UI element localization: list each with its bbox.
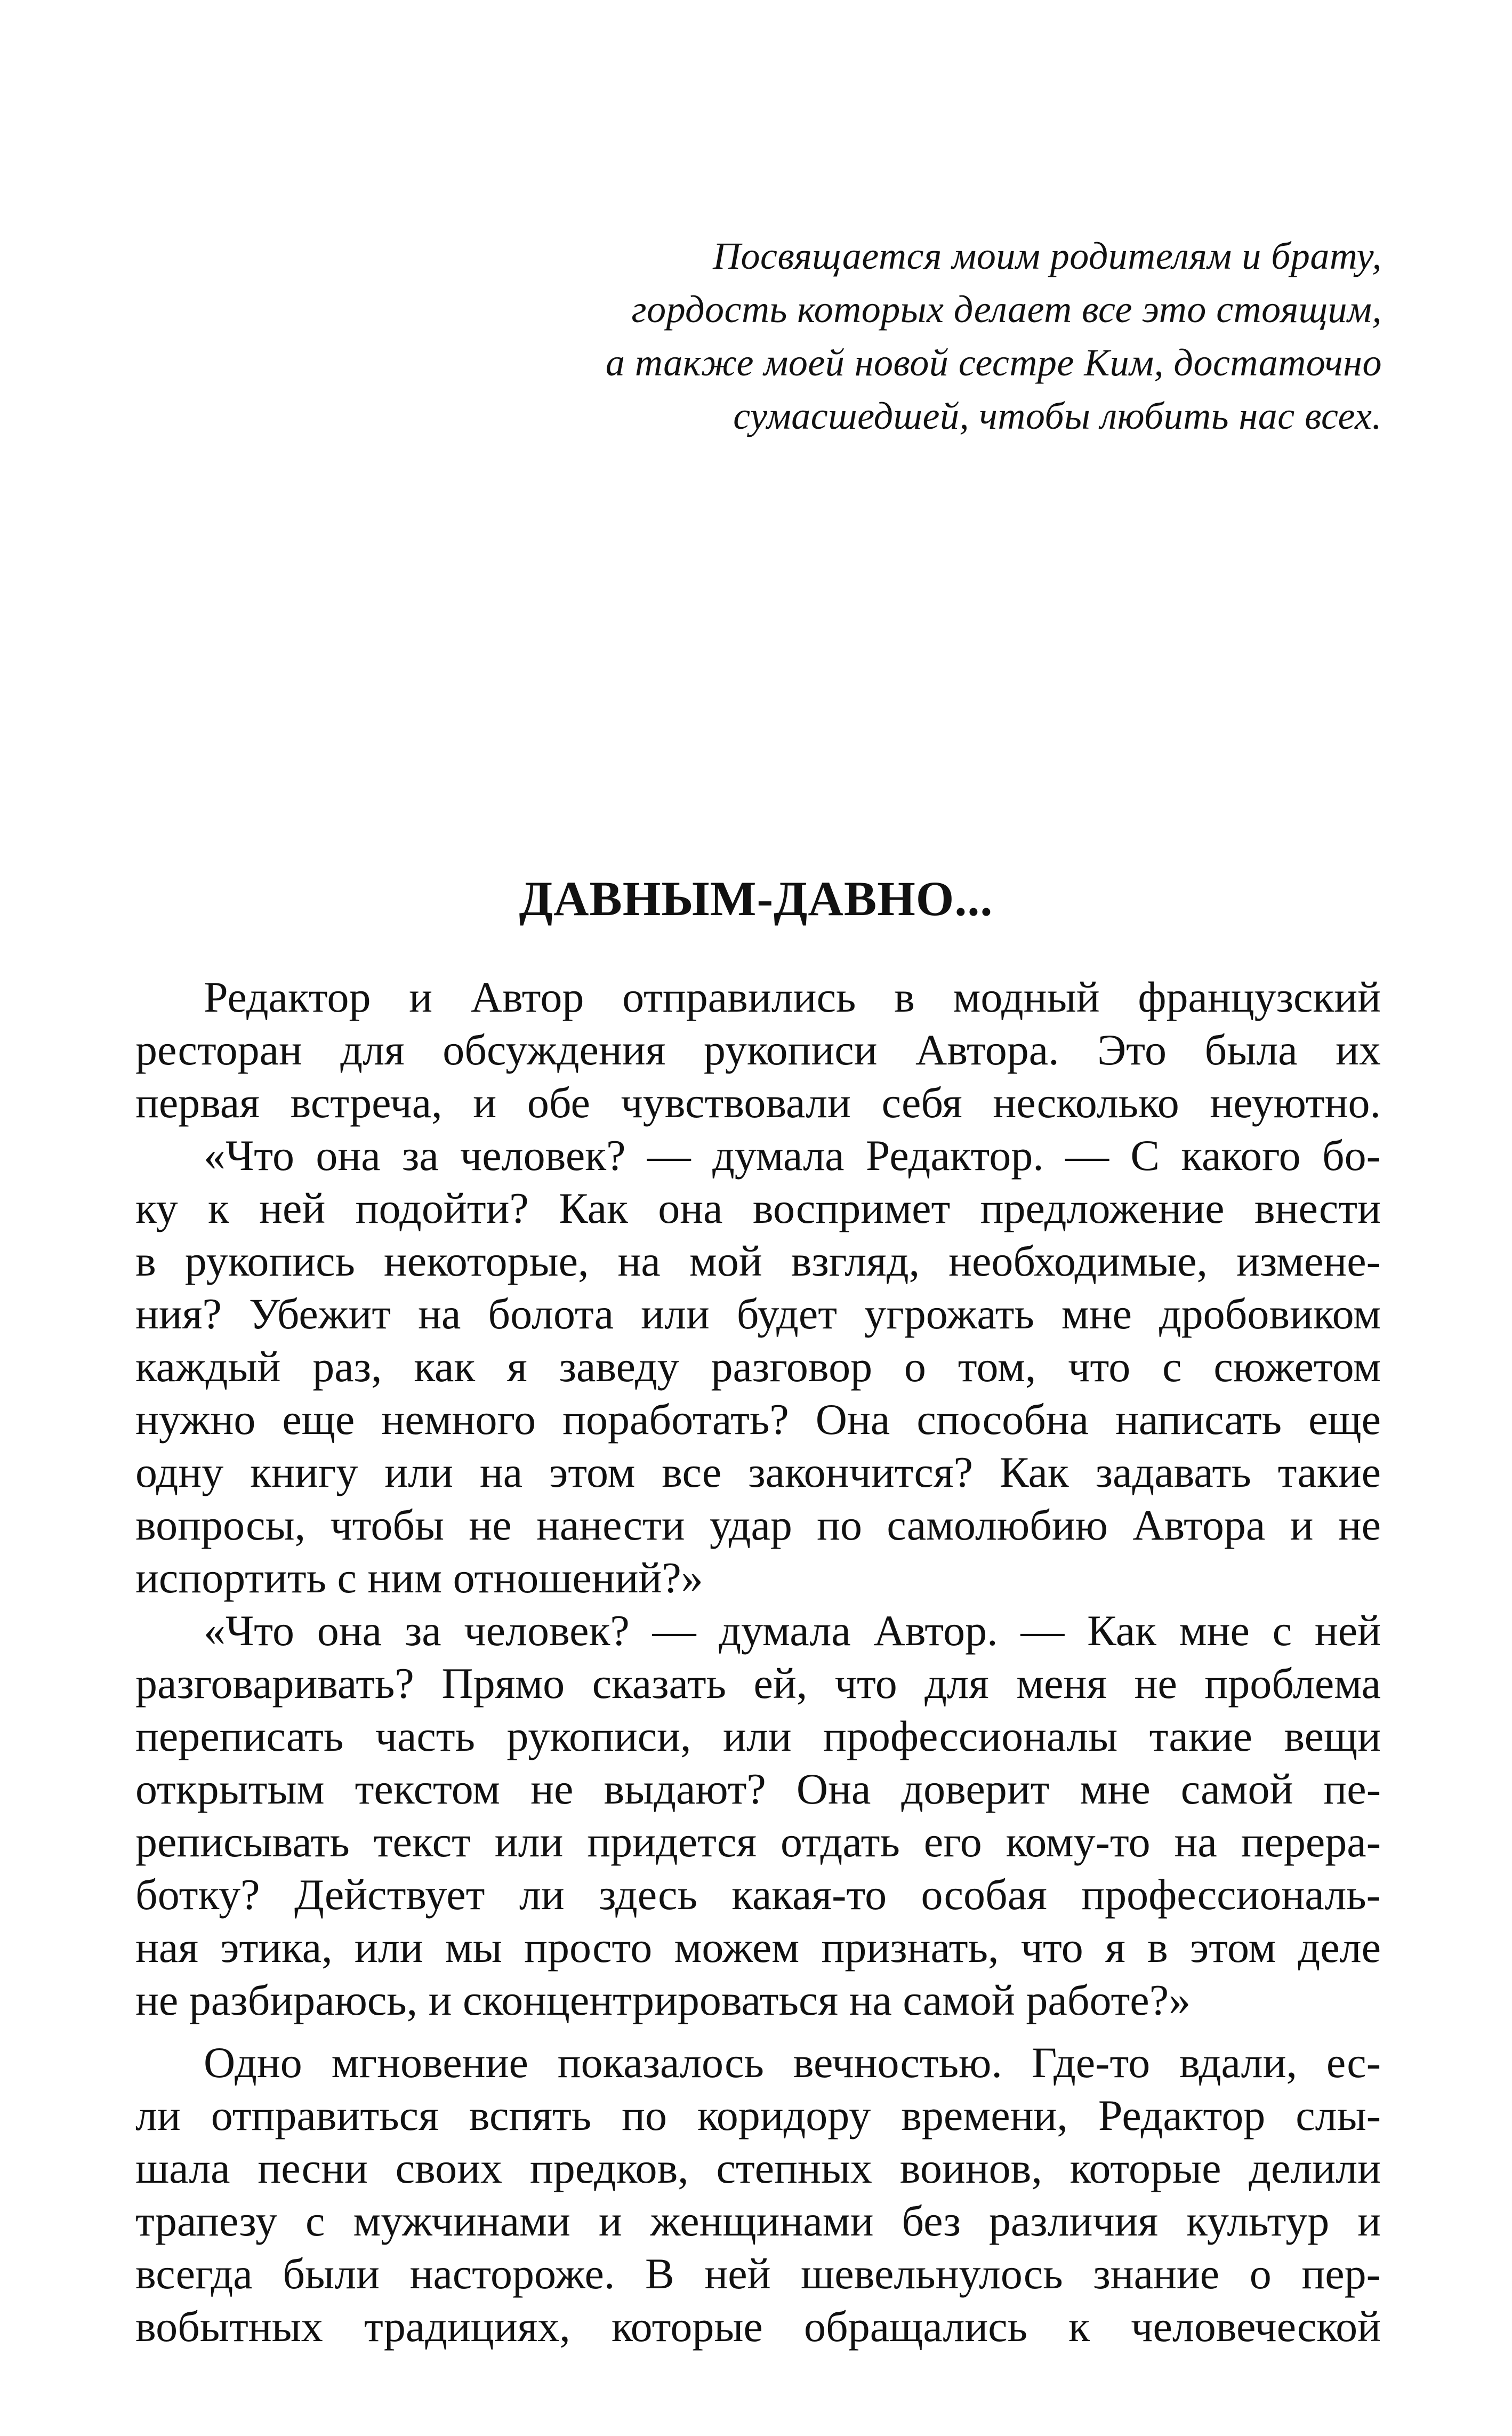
paragraph-1 (135, 971, 1381, 1129)
dedication-line: а также моей новой сестре Ким, достаточно (605, 341, 1382, 384)
text-line: трапезу с мужчинами и женщинами без различия культур и (135, 2197, 1381, 2245)
text-line: реписывать текст или придется отдать его кому-то на перера- (135, 1817, 1381, 1866)
paragraph-2 (135, 1129, 1381, 1604)
dedication-line: гордость которых делает все это стоящим, (631, 288, 1382, 331)
text-line: испортить с ним отношений?» (135, 1553, 703, 1602)
text-line: ку к ней подойти? Как она воспримет предложение внести (135, 1184, 1381, 1232)
body-text (135, 971, 1381, 2353)
text-line: «Что она за человек? — думала Редактор. — С какого бо- (204, 1131, 1381, 1180)
text-line: первая встреча, и обе чувствовали себя несколько неуютно. (135, 1078, 1381, 1127)
dedication (512, 229, 1382, 443)
text-line: шала песни своих предков, степных воинов, которые делили (135, 2144, 1381, 2192)
text-line: ная этика, или мы просто можем признать, что я в этом деле (135, 1923, 1381, 1972)
text-line: ботку? Действует ли здесь какая-то особая профессиональ- (135, 1870, 1381, 1919)
dedication-line: сумасшедшей, чтобы любить нас всех. (733, 395, 1382, 437)
chapter-title: ДАВНЫМ-ДАВНО... (519, 871, 993, 926)
text-line: одну книгу или на этом все закончится? Как задавать такие (135, 1448, 1381, 1496)
text-line: в рукопись некоторые, на мой взгляд, необходимые, измене- (135, 1237, 1381, 1285)
text-line: нужно еще немного поработать? Она способна написать еще (135, 1395, 1381, 1444)
text-line: не разбираюсь, и сконцентрироваться на самой работе?» (135, 1976, 1191, 2024)
paragraph-4 (135, 2036, 1381, 2353)
text-line: вобытных традициях, которые обращались к человеческой (135, 2302, 1381, 2351)
text-line: ния? Убежит на болота или будет угрожать мне дробовиком (135, 1289, 1381, 1338)
text-line: вопросы, чтобы не нанести удар по самолюбию Автора и не (135, 1501, 1381, 1549)
text-line: каждый раз, как я заведу разговор о том, что с сюжетом (135, 1342, 1381, 1391)
text-line: разговаривать? Прямо сказать ей, что для меня не проблема (135, 1659, 1381, 1708)
paragraph-3 (135, 1604, 1381, 2026)
text-line: открытым текстом не выдают? Она доверит мне самой пе- (135, 1765, 1381, 1813)
text-line: ресторан для обсуждения рукописи Автора. Это была их (135, 1025, 1381, 1074)
text-line: всегда были настороже. В ней шевельнулось знание о пер- (135, 2249, 1381, 2298)
paragraph-gap (135, 2026, 1381, 2036)
text-line: ли отправиться вспять по коридору времени, Редактор слы- (135, 2091, 1381, 2139)
text-line: «Что она за человек? — думала Автор. — Как мне с ней (204, 1606, 1381, 1655)
dedication-line: Посвящается моим родителям и брату, (713, 235, 1382, 277)
text-line: Одно мгновение показалось вечностью. Где-то вдали, ес- (204, 2038, 1381, 2087)
text-line: Редактор и Автор отправились в модный французский (204, 973, 1381, 1021)
text-line: переписать часть рукописи, или профессионалы такие вещи (135, 1712, 1381, 1760)
